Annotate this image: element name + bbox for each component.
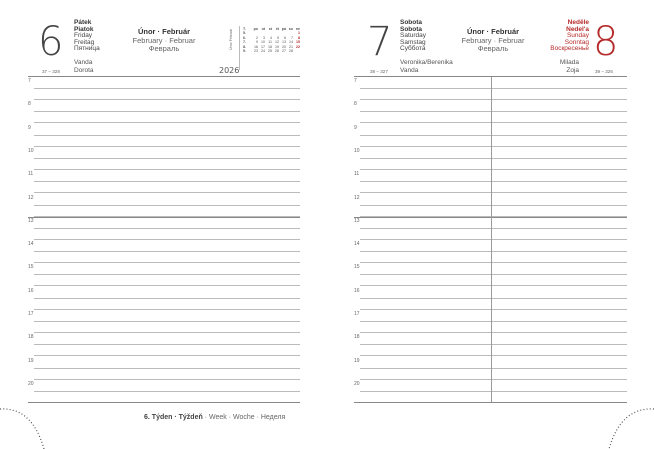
mini-calendar-day: 25 [268, 49, 272, 54]
mini-calendar-day: 13 [282, 40, 286, 45]
mini-calendar-day: so [288, 27, 293, 31]
half-hour-line [360, 192, 627, 193]
hour-line [360, 368, 627, 369]
day-number-sunday: 8 [593, 19, 619, 65]
mini-calendar-day: 28 [289, 49, 293, 54]
sun-name-en: Sunday [566, 32, 589, 39]
hour-label: 20 [28, 380, 34, 387]
mini-calendar-divider [239, 26, 240, 70]
hour-line [34, 251, 300, 252]
hour-label: 10 [28, 147, 34, 154]
right-page [327, 0, 654, 449]
mini-calendar-day: 10 [261, 40, 265, 45]
hour-line [360, 344, 627, 345]
mini-calendar-week-number: 6. [243, 35, 246, 40]
hour-label: 19 [28, 357, 34, 364]
mini-calendar-week-number: 5. [243, 31, 246, 36]
mini-calendar-day: 11 [268, 40, 272, 45]
hour-label: 9 [354, 124, 357, 131]
mini-calendar-day: 5 [277, 35, 279, 40]
mini-calendar-day: 7 [291, 35, 293, 40]
mini-calendar-week-number: T. [243, 27, 246, 31]
hour-line [360, 111, 627, 112]
sat-name-ru: Суббота [400, 45, 426, 52]
hour-line [34, 321, 300, 322]
mini-calendar-day: 8 [298, 35, 300, 40]
mini-calendar-day: 3 [263, 35, 265, 40]
half-hour-line [34, 122, 300, 123]
mini-calendar-week-number: 8. [243, 44, 246, 49]
saturday-name-day-2: Vanda [400, 67, 419, 74]
half-hour-line [34, 332, 300, 333]
half-hour-line [360, 379, 627, 380]
mini-calendar-day: 1 [298, 31, 300, 36]
saturday-name-day-1: Veronika/Berenika [400, 59, 453, 66]
month-header [449, 28, 537, 54]
mini-calendar-day: 19 [275, 44, 279, 49]
half-hour-line [360, 99, 627, 100]
hour-line [360, 274, 627, 275]
half-hour-line [34, 99, 300, 100]
hour-line [360, 135, 627, 136]
half-hour-line [360, 169, 627, 170]
mini-calendar-day: 18 [268, 44, 272, 49]
mini-calendar-week-number: 7. [243, 40, 246, 45]
hour-label: 17 [28, 311, 34, 317]
sun-name-cz: Neděle [567, 19, 589, 26]
hour-label: 12 [28, 194, 34, 201]
hour-label: 18 [28, 334, 34, 341]
mini-calendar-day: pá [281, 27, 286, 31]
sat-name-en: Saturday [400, 32, 427, 39]
half-hour-line [34, 285, 300, 286]
hour-line [360, 158, 627, 159]
hour-line [360, 251, 627, 252]
month-ru: Февраль [148, 44, 180, 53]
mini-calendar [243, 27, 300, 53]
mini-calendar-day: út [261, 27, 265, 31]
hour-line [360, 298, 627, 299]
hour-line [360, 321, 627, 322]
mini-calendar-day: 6 [284, 35, 286, 40]
half-hour-line [360, 239, 627, 240]
hour-line [34, 298, 300, 299]
hour-label: 16 [28, 287, 34, 294]
hour-label: 11 [28, 171, 34, 178]
midday-rule [28, 217, 300, 218]
mini-calendar-day: ne [295, 27, 300, 31]
sun-name-sk: Nedel'a [566, 25, 589, 33]
hour-label: 16 [354, 287, 360, 294]
hour-label: 8 [28, 101, 31, 108]
mini-calendar-day: 23 [254, 49, 258, 54]
month-header [120, 28, 208, 54]
half-hour-line [34, 262, 300, 263]
mini-calendar-day: 14 [289, 40, 293, 45]
mini-calendar-day: 21 [289, 44, 293, 49]
day-number-saturday: 7 [367, 19, 393, 65]
hour-line [34, 135, 300, 136]
day-name-en: Friday [74, 32, 93, 39]
mini-calendar-day: st [268, 27, 272, 31]
half-hour-line [34, 192, 300, 193]
name-day-1: Vanda [74, 59, 93, 66]
hour-label: 17 [354, 311, 360, 317]
saturday-counter: 38 – 327 [370, 69, 388, 74]
half-hour-line [34, 146, 300, 147]
half-hour-line [360, 332, 627, 333]
half-hour-line [360, 122, 627, 123]
sat-name-sk: Sobota [400, 25, 423, 33]
day-names [74, 20, 100, 53]
sun-name-ru: Воскресенье [550, 45, 589, 52]
hour-label: 15 [28, 264, 34, 271]
hour-label: 20 [354, 380, 360, 387]
mini-calendar-day: 4 [270, 35, 272, 40]
mini-calendar-day: 17 [261, 44, 265, 49]
name-day-2: Dorota [74, 67, 94, 74]
hour-line [34, 344, 300, 345]
hour-line [360, 181, 627, 182]
month-cz-sk: Únor · Február [466, 27, 520, 36]
half-hour-line [360, 146, 627, 147]
sat-name-de: Samstag [400, 38, 426, 46]
ring-binder-hole [599, 395, 654, 449]
mini-calendar-week-number: 9. [243, 49, 246, 54]
month-cz-sk: Únor · Február [137, 27, 191, 36]
hour-label: 13 [28, 217, 34, 224]
hour-label: 9 [28, 124, 31, 131]
mini-calendar-day: 2 [256, 35, 258, 40]
mini-calendar-caption: Únor Február [229, 28, 233, 50]
month-en-de: February · Februar [461, 35, 525, 45]
day-name-cz: Pátek [74, 19, 92, 26]
header-rule [28, 76, 300, 77]
hour-line [360, 391, 627, 392]
hour-label: 7 [354, 78, 357, 84]
year: 2026 [219, 66, 240, 75]
hour-label: 10 [354, 147, 360, 154]
day-name-ru: Пятница [74, 45, 100, 52]
hour-label: 15 [354, 264, 360, 271]
mini-calendar-day: čt [275, 27, 279, 31]
day-number: 6 [38, 19, 64, 65]
day-divider [491, 77, 492, 402]
mini-calendar-day: po [253, 27, 258, 31]
bottom-rule [28, 402, 300, 403]
half-hour-line [360, 309, 627, 310]
hour-line [360, 205, 627, 206]
week-footer [144, 414, 285, 421]
hour-line [34, 88, 300, 89]
mini-calendar-day: 22 [296, 44, 300, 49]
hour-label: 11 [354, 171, 360, 178]
hour-label: 12 [354, 194, 360, 201]
week-label: Týden · Týždeň [151, 414, 203, 421]
bottom-rule [354, 402, 627, 403]
hour-line [34, 205, 300, 206]
hour-label: 8 [354, 101, 357, 108]
week-number: 6. [144, 414, 150, 421]
half-hour-line [34, 169, 300, 170]
hour-line [34, 111, 300, 112]
month-en-de: February · Februar [132, 35, 196, 45]
sunday-names [527, 20, 589, 53]
sunday-name-day-2: Zoja [566, 67, 579, 74]
mini-calendar-day: 26 [275, 49, 279, 54]
month-ru: Февраль [477, 44, 509, 53]
half-hour-line [360, 355, 627, 356]
half-hour-line [360, 262, 627, 263]
mini-calendar-day: 27 [282, 49, 286, 54]
mini-calendar-day: 16 [254, 44, 258, 49]
day-name-sk: Piatok [74, 25, 94, 33]
day-counter: 37 – 328 [42, 69, 60, 74]
hour-label: 19 [354, 357, 360, 364]
hour-line [34, 228, 300, 229]
hour-line [34, 368, 300, 369]
hour-label: 7 [28, 78, 31, 84]
half-hour-line [34, 309, 300, 310]
hour-line [360, 228, 627, 229]
sun-name-de: Sonntag [564, 38, 589, 46]
mini-calendar-day: 24 [261, 49, 265, 54]
half-hour-line [360, 285, 627, 286]
half-hour-line [34, 239, 300, 240]
hour-label: 14 [28, 241, 34, 248]
hour-line [34, 391, 300, 392]
mini-calendar-day: 20 [282, 44, 286, 49]
sunday-counter: 39 – 326 [595, 69, 613, 74]
hour-label: 14 [354, 241, 360, 248]
mini-calendar-day: 12 [275, 40, 279, 45]
mini-calendar-day: 15 [296, 40, 300, 45]
saturday-names [400, 20, 426, 53]
mini-calendar-week [243, 49, 300, 53]
hour-line [34, 274, 300, 275]
mini-calendar-day: 9 [256, 40, 258, 45]
half-hour-line [34, 379, 300, 380]
hour-line [34, 181, 300, 182]
hour-line [34, 158, 300, 159]
hour-line [360, 88, 627, 89]
day-name-de: Freitag [74, 38, 95, 46]
hour-label: 13 [354, 217, 360, 224]
sat-name-cz: Sobota [400, 19, 423, 26]
ring-binder-hole [0, 395, 60, 449]
sunday-name-day-1: Milada [559, 59, 579, 66]
week-label-rest: · Week · Woche · Неделя [204, 414, 286, 421]
hour-label: 18 [354, 334, 360, 341]
half-hour-line [34, 355, 300, 356]
